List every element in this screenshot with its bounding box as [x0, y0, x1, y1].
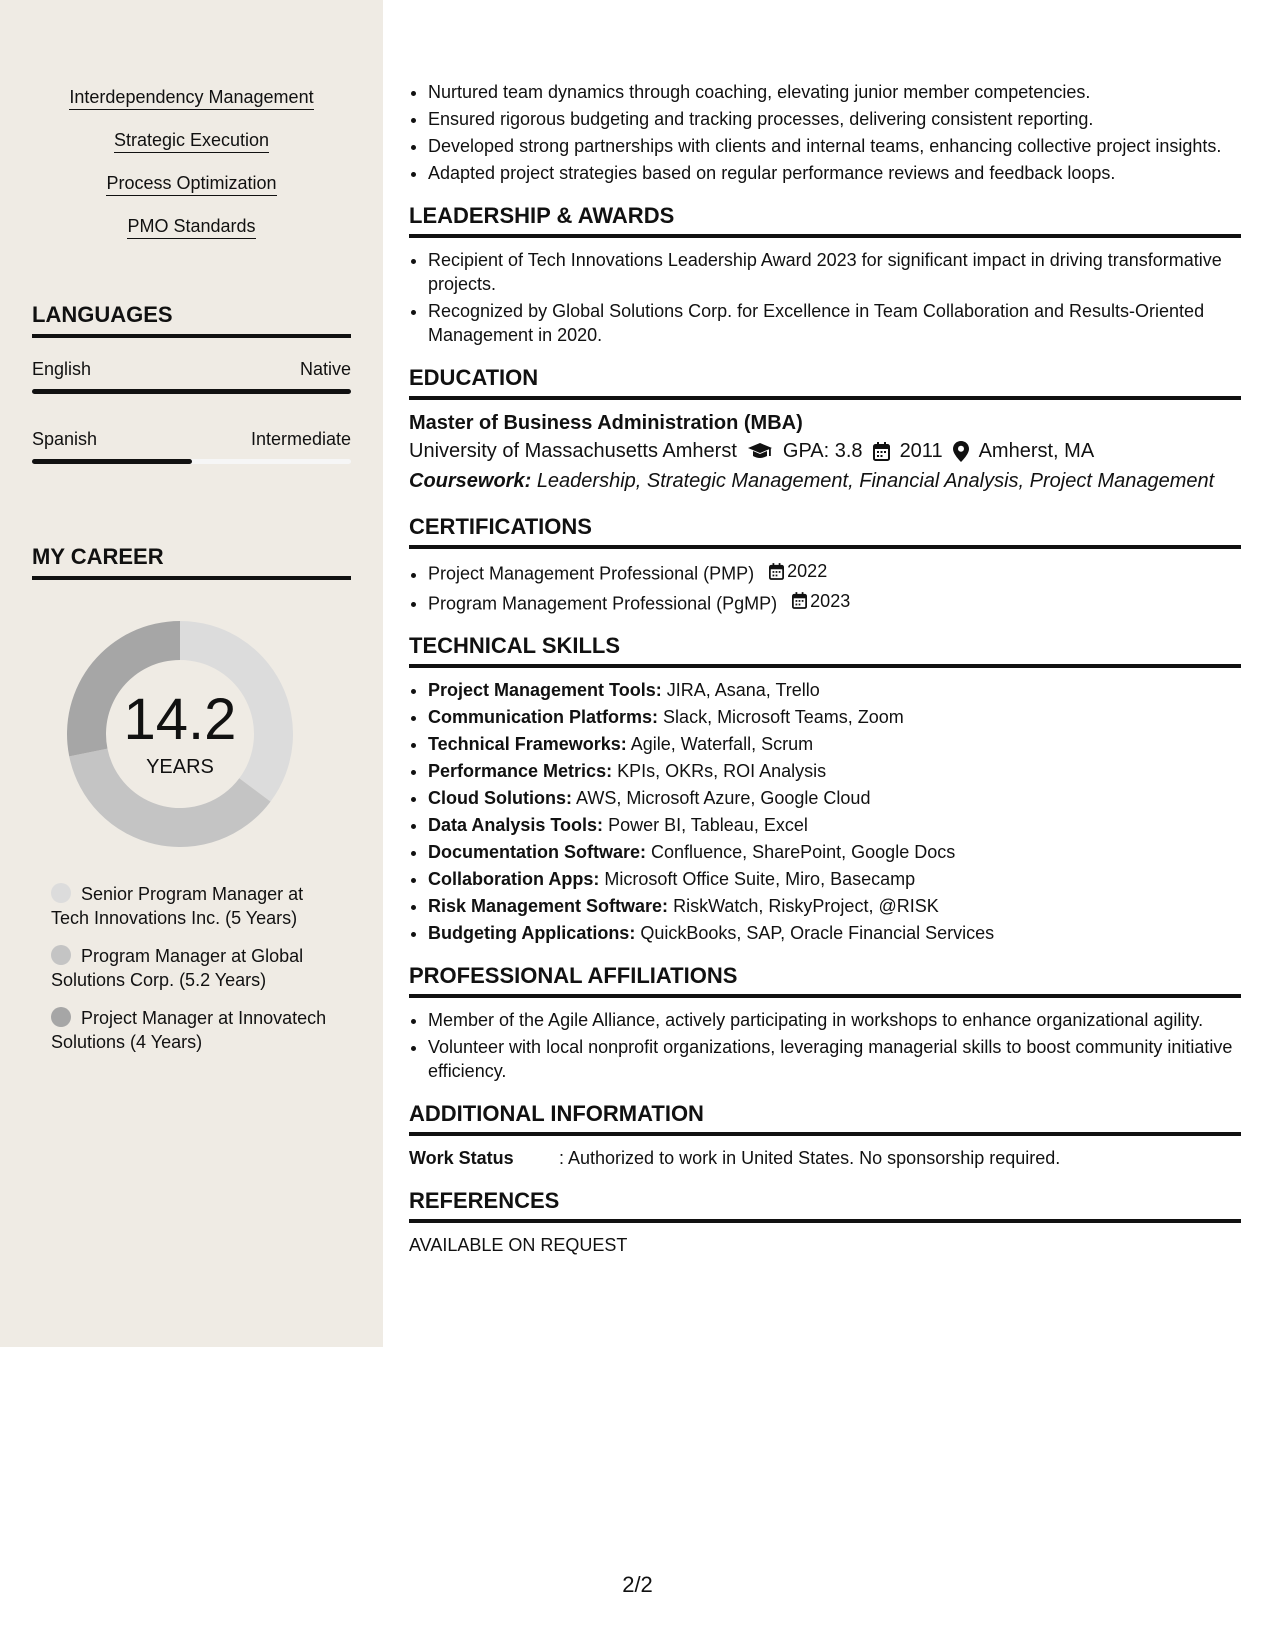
skill-value: KPIs, OKRs, ROI Analysis: [617, 761, 827, 781]
list-item: • Member of the Agile Alliance, actively participating in workshops to enhance organizational agility.: [428, 1008, 1241, 1032]
work-status-value: : Authorized to work in United States. No sponsorship required.: [559, 1148, 1061, 1168]
education-year: 2011: [899, 440, 943, 462]
work-status-label: Work Status: [409, 1148, 514, 1168]
education-meta: [409, 436, 1241, 466]
list-item: • Volunteer with local nonprofit organizations, leveraging managerial skills to boost community initiative efficiency.: [428, 1035, 1241, 1083]
language-bar-fill: [32, 459, 192, 464]
skill-label: Collaboration Apps:: [428, 869, 600, 889]
certification-name: Project Management Professional (PMP): [428, 563, 755, 584]
skill-tag: PMO Standards: [127, 215, 255, 239]
skill-label: Data Analysis Tools:: [428, 815, 604, 835]
sidebar: [0, 0, 383, 1347]
affiliations-list: [409, 1008, 1241, 1083]
list-item: • Recognized by Global Solutions Corp. for Excellence in Team Collaboration and Results-Oriented Management in 2020.: [428, 299, 1241, 347]
skill-value: Microsoft Office Suite, Miro, Basecamp: [604, 869, 916, 889]
main-column: [409, 80, 1241, 1257]
list-item: [428, 759, 1241, 783]
calendar-icon: [792, 592, 807, 609]
certification-name: Program Management Professional (PgMP): [428, 593, 778, 613]
career-item: [51, 882, 331, 930]
list-item: [428, 559, 1241, 586]
list-item: [428, 732, 1241, 756]
page-number: 2/2: [622, 1572, 653, 1597]
skill-label: Technical Frameworks:: [428, 734, 627, 754]
list-item: • Nurtured team dynamics through coaching, elevating junior member competencies.: [428, 80, 1241, 104]
skill-value: JIRA, Asana, Trello: [666, 680, 820, 700]
skill-value: Slack, Microsoft Teams, Zoom: [663, 707, 904, 727]
language-bar: [32, 459, 351, 464]
list-item: [428, 894, 1241, 918]
career-total-value: 14.2: [123, 687, 237, 752]
language-bar: [32, 389, 351, 394]
language-row: [32, 358, 351, 380]
career-heading: MY CAREER: [32, 544, 351, 580]
location-pin-icon: [953, 441, 969, 462]
additional-info-heading: ADDITIONAL INFORMATION: [409, 1101, 1241, 1136]
skill-value: Confluence, SharePoint, Google Docs: [651, 842, 956, 862]
language-name: Spanish: [32, 429, 98, 449]
leadership-list: [409, 248, 1241, 347]
certification-year-wrap: [792, 589, 850, 613]
certification-year: 2023: [810, 590, 851, 611]
language-bar-fill: [32, 389, 351, 394]
list-item: • Developed strong partnerships with clients and internal teams, enhancing collective project insights.: [428, 134, 1241, 158]
career-legend-dot: [51, 883, 71, 903]
list-item: [428, 840, 1241, 864]
skill-label: Documentation Software:: [428, 842, 647, 862]
certifications-list: [409, 559, 1241, 615]
technical-skills-list: [409, 678, 1241, 945]
education-degree: Master of Business Administration (MBA): [409, 412, 803, 434]
skill-value: RiskWatch, RiskyProject, @RISK: [673, 896, 939, 916]
skill-label: Performance Metrics:: [428, 761, 613, 781]
career-item-text: Project Manager at Innovatech Solutions (4 Years): [51, 1008, 327, 1052]
leadership-heading: LEADERSHIP & AWARDS: [409, 203, 1241, 238]
list-item: • Adapted project strategies based on regular performance reviews and feedback loops.: [428, 161, 1241, 185]
work-status-row: [409, 1146, 1241, 1170]
language-level: Intermediate: [250, 429, 351, 449]
list-item: [428, 786, 1241, 810]
technical-skills-heading: TECHNICAL SKILLS: [409, 633, 1241, 668]
certifications-heading: CERTIFICATIONS: [409, 514, 1241, 549]
languages-heading: LANGUAGES: [32, 302, 351, 338]
calendar-icon: [873, 442, 890, 461]
skill-tag: Process Optimization: [106, 172, 276, 196]
list-item: • Ensured rigorous budgeting and tracking processes, delivering consistent reporting.: [428, 107, 1241, 131]
career-item-text: Program Manager at Global Solutions Corp. (5.2 Years): [51, 946, 304, 990]
calendar-icon: [769, 563, 784, 580]
education-school: University of Massachusetts Amherst: [409, 440, 737, 462]
skill-label: Cloud Solutions:: [428, 788, 572, 808]
education-coursework: [409, 466, 1241, 496]
language-level: Native: [299, 359, 351, 379]
affiliations-heading: PROFESSIONAL AFFILIATIONS: [409, 963, 1241, 998]
list-item: [428, 867, 1241, 891]
skill-label: Budgeting Applications:: [428, 923, 636, 943]
language-name: English: [32, 359, 92, 379]
certification-year: 2022: [787, 561, 828, 581]
references-heading: REFERENCES: [409, 1188, 1241, 1223]
list-item: • Recipient of Tech Innovations Leadership Award 2023 for significant impact in driving transformative projects.: [428, 248, 1241, 296]
references-text: AVAILABLE ON REQUEST: [409, 1235, 628, 1255]
experience-bullets: [409, 80, 1241, 185]
education-gpa: GPA: 3.8: [782, 440, 863, 462]
skill-value: Power BI, Tableau, Excel: [608, 815, 808, 835]
skill-value: QuickBooks, SAP, Oracle Financial Services: [640, 923, 995, 943]
skill-label: Communication Platforms:: [428, 707, 659, 727]
list-item: [428, 678, 1241, 702]
list-item: [428, 705, 1241, 729]
list-item: [428, 589, 1241, 616]
skill-label: Project Management Tools:: [428, 680, 662, 700]
career-item-text: Senior Program Manager at Tech Innovations Inc. (5 Years): [51, 884, 304, 928]
list-item: [428, 921, 1241, 945]
list-item: [428, 813, 1241, 837]
education-heading: EDUCATION: [409, 365, 1241, 400]
language-row: [32, 428, 351, 450]
career-legend-dot: [51, 1007, 71, 1027]
skill-tag: Strategic Execution: [114, 129, 269, 153]
skill-value: Agile, Waterfall, Scrum: [630, 734, 814, 754]
skill-tag: Interdependency Management: [69, 86, 313, 110]
career-item: [51, 1006, 331, 1054]
coursework-label: Coursework:: [409, 470, 532, 492]
graduation-cap-icon: [747, 442, 773, 460]
coursework-value: Leadership, Strategic Management, Financial Analysis, Project Management: [536, 470, 1215, 492]
career-item: [51, 944, 331, 992]
skill-value: AWS, Microsoft Azure, Google Cloud: [576, 788, 871, 808]
career-total-unit: YEARS: [146, 756, 214, 778]
education-location: Amherst, MA: [978, 440, 1095, 462]
career-legend-dot: [51, 945, 71, 965]
certification-year-wrap: [769, 559, 827, 583]
skill-label: Risk Management Software:: [428, 896, 669, 916]
skill-tags: [0, 86, 383, 258]
